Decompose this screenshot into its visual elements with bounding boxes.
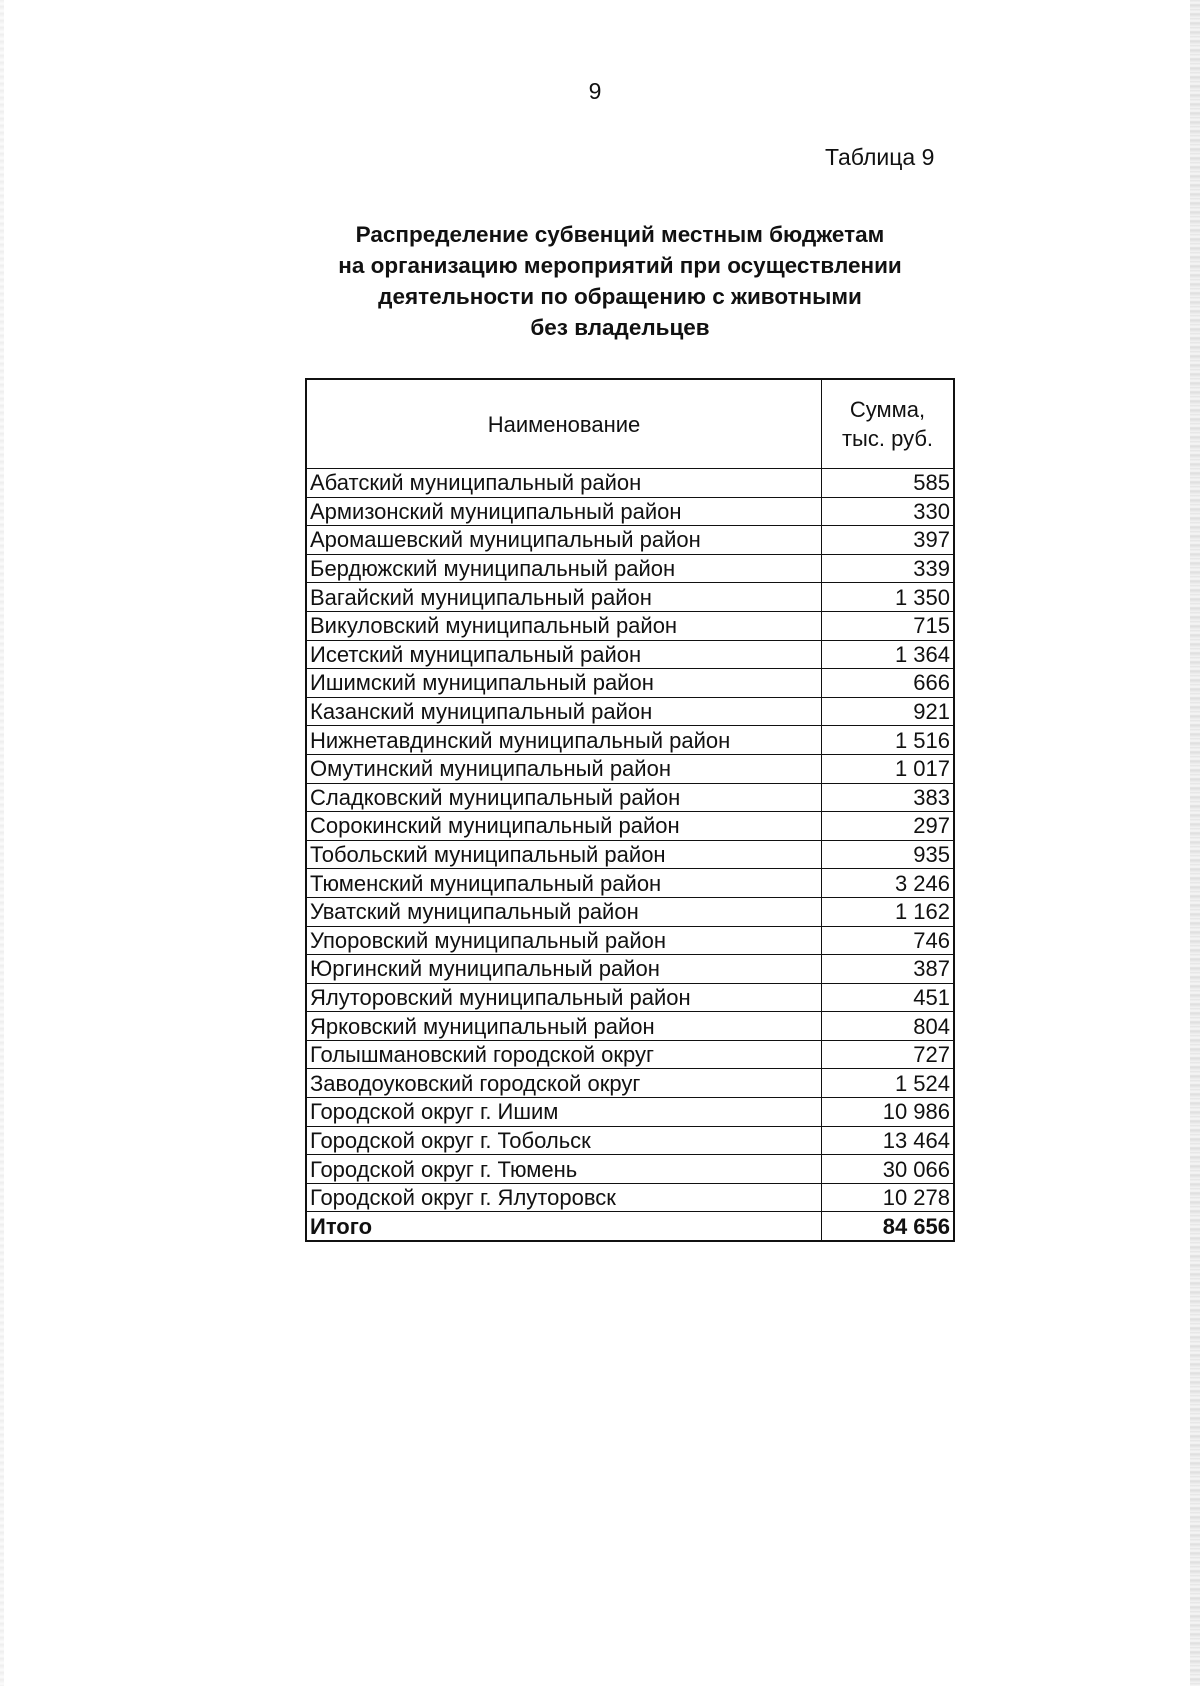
table-row [306, 1069, 954, 1098]
table-row [306, 1183, 954, 1212]
subvention-table [305, 378, 955, 1242]
row-sum: 727 [822, 1040, 955, 1069]
row-name: Вагайский муниципальный район [306, 583, 822, 612]
row-name: Городской округ г. Ишим [306, 1098, 822, 1127]
row-sum: 397 [822, 526, 955, 555]
row-name: Упоровский муниципальный район [306, 926, 822, 955]
row-sum: 585 [822, 469, 955, 498]
row-name: Сладковский муниципальный район [306, 783, 822, 812]
table-header [306, 379, 954, 469]
row-sum: 13 464 [822, 1126, 955, 1155]
table-row [306, 697, 954, 726]
row-name: Ярковский муниципальный район [306, 1012, 822, 1041]
row-name: Исетский муниципальный район [306, 640, 822, 669]
table-row [306, 554, 954, 583]
row-name: Викуловский муниципальный район [306, 611, 822, 640]
table-row [306, 840, 954, 869]
table-row [306, 754, 954, 783]
table-row [306, 497, 954, 526]
row-sum: 297 [822, 812, 955, 841]
row-sum: 451 [822, 983, 955, 1012]
row-sum: 935 [822, 840, 955, 869]
table-row [306, 669, 954, 698]
title-line-2: на организацию мероприятий при осуществлении [338, 253, 902, 278]
table-row [306, 783, 954, 812]
row-sum: 387 [822, 955, 955, 984]
row-sum: 1 524 [822, 1069, 955, 1098]
row-name: Ишимский муниципальный район [306, 669, 822, 698]
header-name: Наименование [306, 379, 822, 469]
row-name: Голышмановский городской округ [306, 1040, 822, 1069]
total-sum: 84 656 [822, 1212, 955, 1241]
table-body [306, 469, 954, 1242]
table-row [306, 983, 954, 1012]
table-row [306, 812, 954, 841]
row-name: Юргинский муниципальный район [306, 955, 822, 984]
title-line-3: деятельности по обращению с животными [378, 284, 862, 309]
total-row [306, 1212, 954, 1241]
row-sum: 10 278 [822, 1183, 955, 1212]
row-sum: 1 516 [822, 726, 955, 755]
row-name: Городской округ г. Тобольск [306, 1126, 822, 1155]
row-sum: 1 017 [822, 754, 955, 783]
table-label: Таблица 9 [825, 144, 935, 170]
table-row [306, 955, 954, 984]
table-row [306, 1040, 954, 1069]
row-name: Уватский муниципальный район [306, 897, 822, 926]
row-sum: 3 246 [822, 869, 955, 898]
header-sum [822, 379, 955, 469]
row-name: Городской округ г. Тюмень [306, 1155, 822, 1184]
table-row [306, 869, 954, 898]
table-row [306, 1098, 954, 1127]
table-row [306, 611, 954, 640]
row-sum: 1 350 [822, 583, 955, 612]
table-row [306, 726, 954, 755]
table-row [306, 583, 954, 612]
document-title [300, 219, 940, 343]
table-row [306, 640, 954, 669]
row-name: Нижнетавдинский муниципальный район [306, 726, 822, 755]
header-sum-line-1: Сумма, [849, 397, 926, 422]
table-row [306, 926, 954, 955]
row-name: Омутинский муниципальный район [306, 754, 822, 783]
row-sum: 30 066 [822, 1155, 955, 1184]
row-sum: 921 [822, 697, 955, 726]
row-name: Заводоуковский городской округ [306, 1069, 822, 1098]
row-sum: 666 [822, 669, 955, 698]
row-name: Сорокинский муниципальный район [306, 812, 822, 841]
table-row [306, 526, 954, 555]
row-sum: 1 364 [822, 640, 955, 669]
scan-edge-right [1190, 0, 1200, 1686]
row-name: Тюменский муниципальный район [306, 869, 822, 898]
title-line-1: Распределение субвенций местным бюджетам [355, 222, 885, 247]
header-sum-line-2: тыс. руб. [841, 426, 934, 451]
scan-edge-left [0, 0, 4, 1686]
row-sum: 1 162 [822, 897, 955, 926]
row-sum: 746 [822, 926, 955, 955]
row-name: Казанский муниципальный район [306, 697, 822, 726]
table-row [306, 897, 954, 926]
header-row [306, 379, 954, 469]
row-name: Бердюжский муниципальный район [306, 554, 822, 583]
title-line-4: без владельцев [530, 315, 710, 340]
total-label: Итого [306, 1212, 822, 1241]
table-row [306, 1012, 954, 1041]
row-sum: 10 986 [822, 1098, 955, 1127]
table-row [306, 1126, 954, 1155]
page-number: 9 [588, 78, 602, 104]
row-name: Абатский муниципальный район [306, 469, 822, 498]
table-row [306, 469, 954, 498]
row-sum: 330 [822, 497, 955, 526]
row-name: Городской округ г. Ялуторовск [306, 1183, 822, 1212]
row-name: Ялуторовский муниципальный район [306, 983, 822, 1012]
row-name: Аромашевский муниципальный район [306, 526, 822, 555]
row-sum: 804 [822, 1012, 955, 1041]
row-sum: 339 [822, 554, 955, 583]
row-name: Тобольский муниципальный район [306, 840, 822, 869]
row-sum: 715 [822, 611, 955, 640]
table-row [306, 1155, 954, 1184]
row-sum: 383 [822, 783, 955, 812]
row-name: Армизонский муниципальный район [306, 497, 822, 526]
